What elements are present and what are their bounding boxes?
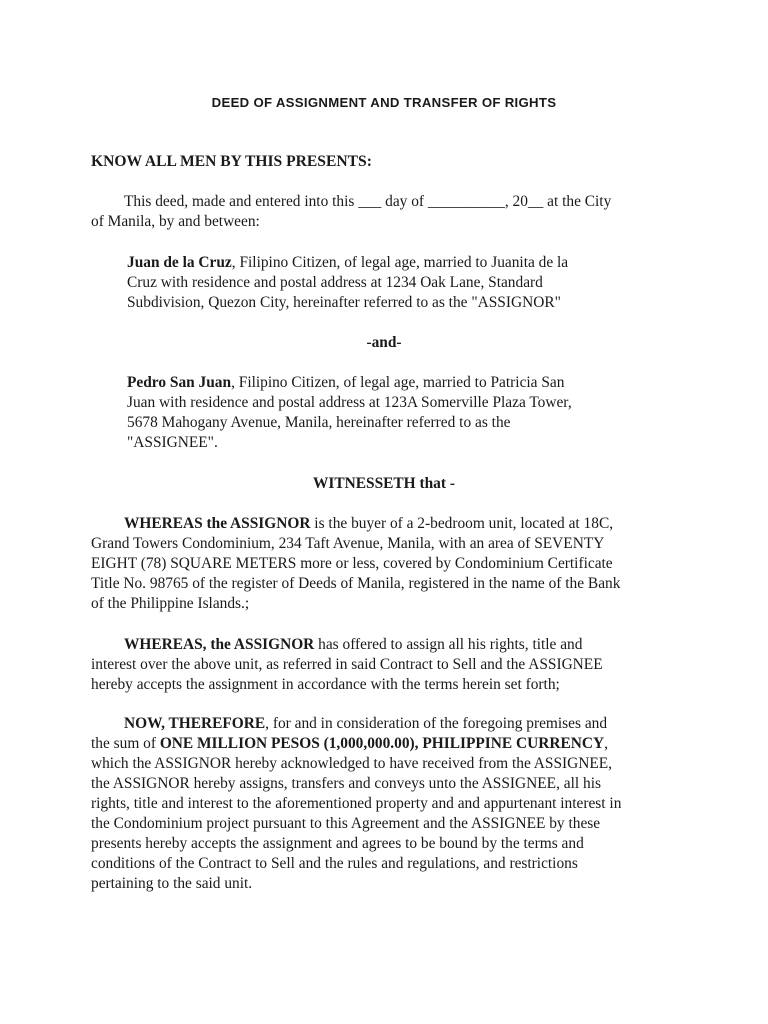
- assignee-line: Juan with residence and postal address at 123A Somerville Plaza Tower,: [127, 394, 572, 411]
- consideration-amount: ONE MILLION PESOS (1,000,000.00), PHILIPPINE CURRENCY: [159, 735, 605, 752]
- now-therefore-line: rights, title and interest to the aforementioned property and and appurtenant interest in: [91, 795, 622, 812]
- whereas1-line: WHEREAS the ASSIGNOR is the buyer of a 2-bedroom unit, located at 18C,: [124, 515, 614, 532]
- whereas2-line: WHEREAS, the ASSIGNOR has offered to assign all his rights, title and: [124, 636, 583, 653]
- intro-paragraph: [91, 192, 671, 232]
- intro-line: This deed, made and entered into this ___ day of __________, 20__ at the City: [124, 193, 612, 210]
- whereas2-line: hereby accepts the assignment in accordance with the terms herein set forth;: [91, 676, 560, 693]
- now-therefore-line: presents hereby accepts the assignment and agrees to be bound by the terms and: [91, 835, 584, 852]
- now-therefore-line: the ASSIGNOR hereby assigns, transfers and conveys unto the ASSIGNEE, all his: [91, 775, 601, 792]
- whereas2-lead: WHEREAS, the ASSIGNOR: [124, 636, 315, 653]
- intro-line: of Manila, by and between:: [91, 213, 260, 230]
- now-therefore-line: conditions of the Contract to Sell and the rules and regulations, and restrictions: [91, 855, 578, 872]
- opening-heading: KNOW ALL MEN BY THIS PRESENTS:: [91, 153, 372, 170]
- assignee-line: Pedro San Juan, Filipino Citizen, of legal age, married to Patricia San: [127, 374, 565, 391]
- now-therefore-lead: NOW, THEREFORE: [124, 715, 266, 732]
- now-therefore-line: which the ASSIGNOR hereby acknowledged to have received from the ASSIGNEE,: [91, 755, 613, 772]
- assignor-line: Juan de la Cruz, Filipino Citizen, of legal age, married to Juanita de la: [127, 254, 569, 271]
- now-therefore-line: the sum of ONE MILLION PESOS (1,000,000.00), PHILIPPINE CURRENCY,: [91, 735, 608, 752]
- assignor-line: Subdivision, Quezon City, hereinafter referred to as the "ASSIGNOR": [127, 294, 561, 311]
- now-therefore-line: pertaining to the said unit.: [91, 875, 253, 892]
- assignee-paragraph: [127, 373, 627, 453]
- document-title: DEED OF ASSIGNMENT AND TRANSFER OF RIGHTS: [211, 95, 557, 110]
- assignee-name: Pedro San Juan: [127, 374, 232, 391]
- now-therefore-paragraph: [91, 714, 681, 894]
- whereas2-line: interest over the above unit, as referred in said Contract to Sell and the ASSIGNEE: [91, 656, 603, 673]
- whereas1-lead: WHEREAS the ASSIGNOR: [124, 515, 311, 532]
- now-therefore-line: the Condominium project pursuant to this Agreement and the ASSIGNEE by these: [91, 815, 601, 832]
- whereas1-line: EIGHT (78) SQUARE METERS more or less, covered by Condominium Certificate: [91, 555, 613, 572]
- assignor-line: Cruz with residence and postal address at 1234 Oak Lane, Standard: [127, 274, 543, 291]
- assignor-name: Juan de la Cruz: [127, 254, 232, 271]
- whereas1-line: of the Philippine Islands.;: [91, 595, 250, 612]
- whereas1-line: Title No. 98765 of the register of Deeds of Manila, registered in the name of the Bank: [91, 575, 621, 592]
- and-separator: -and-: [366, 334, 402, 351]
- whereas-paragraph-2: [91, 635, 681, 695]
- now-therefore-line: NOW, THEREFORE, for and in consideration of the foregoing premises and: [124, 715, 608, 732]
- witnesseth-heading: WITNESSETH that -: [313, 475, 455, 492]
- assignee-line: 5678 Mahogany Avenue, Manila, hereinafter referred to as the: [127, 414, 511, 431]
- whereas-paragraph-1: [91, 514, 681, 614]
- assignor-paragraph: [127, 253, 627, 313]
- assignee-line: "ASSIGNEE".: [127, 434, 218, 451]
- whereas1-line: Grand Towers Condominium, 234 Taft Avenue, Manila, with an area of SEVENTY: [91, 535, 605, 552]
